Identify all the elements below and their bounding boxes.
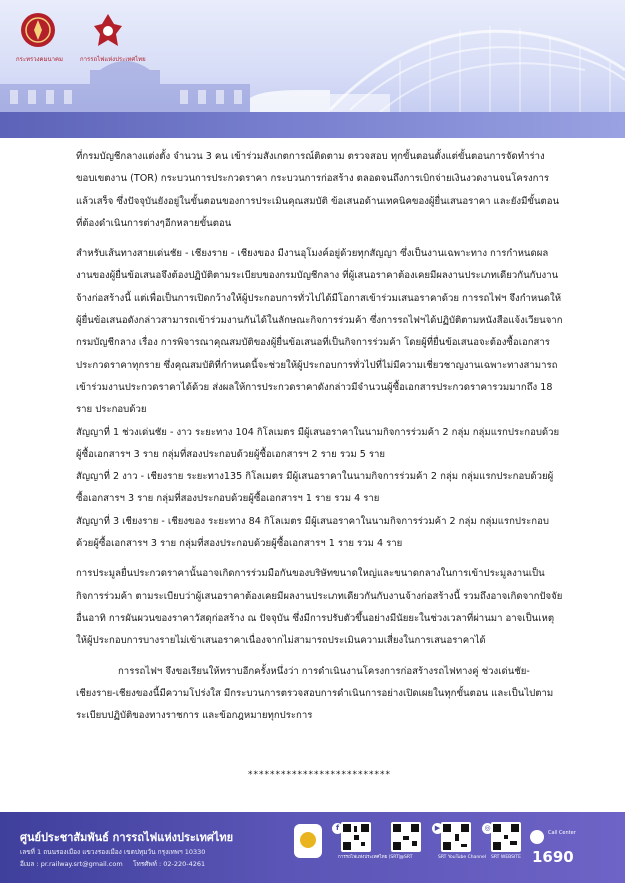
qr-label: การรถไฟแห่งประเทศไทย (SRT) [338, 855, 401, 860]
youtube-icon: ▶ [432, 823, 443, 834]
srt-logo [88, 12, 128, 54]
facebook-icon: f [332, 823, 343, 834]
phone-icon [530, 830, 544, 844]
paragraph-bidding-factors: การประมูลยื่นประกวดราคานั้นอาจเกิดการร่วมมือกันของบริษัทขนาดใหญ่และขนาดกลางในการเข้าประมูลงานเป็นกิจการร่วมค้า ตามระเบียบว่าผู้เสนอราคาต้องเคยมีผลงานประเภทเดียวกันกับงานจ้างก่อสร้างนี้ รวมถึงอาจเกิดจากปัจจัยอื่นอาทิ การผันผวนของราคาวัสดุก่อสร้าง ณ ปัจจุบัน ซึ่งมีการปรับตัวขึ้นอย่างมีนัยยะในช่วงเวลาที่ผ่านมา อาจเป็นเหตุให้ผู้ประกอบการบางรายไม่เข้าเสนอราคาเนื่องจากไม่สามารถประเมินความเสี่ยงในการเสนอราคาได้ [76, 568, 563, 647]
footer-address: เลขที่ 1 ถนนรองเมือง แขวงรองเมือง เขตปทุมวัน กรุงเทพฯ 10330 [20, 848, 206, 856]
qr-youtube[interactable] [434, 822, 487, 861]
paragraph-oversight: ที่กรมบัญชีกลางแต่งตั้ง จำนวน 3 คน เข้าร่วมสังเกตการณ์ติดตาม ตรวจสอบ ทุกขั้นตอนตั้งแต่ขั้นตอนการจัดทำร่างขอบเขตงาน (TOR) กระบวนการประกวดราคา กระบวนการก่อสร้าง ตลอดจนถึงการเบิกจ่ายเงินงวดงานจนโครงการแล้วเสร็จ ซึ่งปัจจุบันยังอยู่ในขั้นตอนของการประเมินคุณสมบัติ ข้อเสนอด้านเทคนิคของผู้ยื่นเสนอราคา และยังมีขั้นตอนที่ต้องดำเนินการต่างๆอีกหลายขั้นตอน [76, 151, 560, 229]
qr-website[interactable] [484, 822, 524, 861]
ministry-caption: กระทรวงคมนาคม [16, 56, 63, 63]
paragraph-conclusion: การรถไฟฯ จึงขอเรียนให้ทราบอีกครั้งหนึ่งว่า การดำเนินงานโครงการก่อสร้างรถไฟทางคู่ ช่วงเด่นชัย-เชียงราย-เชียงของนี้มีความโปร่งใส มีกระบวนการตรวจสอบการดำเนินการอย่างเปิดเผยในทุกขั้นตอน และเป็นไปตามระเบียบปฏิบัติของทางราชการ และข้อกฎหมายทุกประการ [76, 665, 554, 722]
globe-icon: ◎ [482, 823, 493, 834]
footer-title: ศูนย์ประชาสัมพันธ์ การรถไฟแห่งประเทศไทย [20, 831, 234, 844]
qr-facebook[interactable] [335, 822, 401, 861]
qr-code-icon [341, 822, 371, 852]
qr-label: SRT YouTube Channel [438, 855, 487, 860]
footer-email[interactable]: อีเมล : pr.railway.srt@gmail.com [20, 860, 123, 868]
footer [0, 812, 625, 883]
srt-app-icon[interactable] [294, 824, 322, 858]
ministry-logo [20, 12, 56, 54]
qr-label: SRT WEBSITE [491, 855, 521, 860]
qr-code-icon [391, 822, 421, 852]
qr-twitter[interactable] [388, 822, 424, 861]
call-center-number: 1690 [532, 848, 574, 866]
contract-1: สัญญาที่ 1 ช่วงเด่นชัย - งาว ระยะทาง 104 กิโลเมตร มีผู้เสนอราคาในนามกิจการร่วมค้า 2 กลุ่ม กลุ่มแรกประกอบด้วยผู้ซื้อเอกสารฯ 3 ราย กลุ่มที่สองประกอบด้วยผู้ซื้อเอกสารฯ 2 ราย รวม 5 ราย [76, 426, 560, 460]
end-marker: ************************** [248, 770, 391, 780]
footer-phone[interactable]: โทรศัพท์ : 02-220-4261 [133, 860, 206, 868]
qr-code-icon [491, 822, 521, 852]
srt-caption: การรถไฟแห่งประเทศไทย [80, 56, 146, 63]
footer-contact [20, 859, 205, 869]
header-accent-bar [0, 112, 625, 138]
contract-3: สัญญาที่ 3 เชียงราย - เชียงของ ระยะทาง 84 กิโลเมตร มีผู้เสนอราคาในนามกิจการร่วมค้า 2 กลุ่ม กลุ่มแรกประกอบด้วยผู้ซื้อเอกสารฯ 3 ราย กลุ่มที่สองประกอบด้วยผู้ซื้อเอกสารฯ 1 ราย รวม 4 ราย [76, 515, 549, 550]
qr-label: @SRT [399, 855, 413, 860]
call-center-label: Call Center [548, 830, 576, 836]
qr-code-icon [441, 822, 471, 852]
contract-2: สัญญาที่ 2 งาว - เชียงราย ระยะทาง135 กิโลเมตร มีผู้เสนอราคาในนามกิจการร่วมค้า 2 กลุ่ม กลุ่มแรกประกอบด้วยผู้ซื้อเอกสารฯ 3 ราย กลุ่มที่สองประกอบด้วยผู้ซื้อเอกสารฯ 1 ราย รวม 4 ราย [76, 471, 554, 505]
header-banner [0, 0, 625, 138]
press-release-body [76, 146, 563, 727]
paragraph-joint-venture: สำหรับเส้นทางสายเด่นชัย - เชียงราย - เชียงของ มีงานอุโมงค์อยู่ด้วยทุกสัญญา ซึ่งเป็นงานเฉพาะทาง การกำหนดผลงานของผู้ยื่นข้อเสนอจึงต้องปฏิบัติตามระเบียบของกรมบัญชีกลาง ที่ผู้เสนอราคาต้องเคยมีผลงานประเภทเดียวกันกับงานจ้างก่อสร้างนี้ แต่เพื่อเป็นการเปิดกว้างให้ผู้ประกอบการทั่วไปได้มีโอกาสเข้าร่วมเสนอราคาด้วย การรถไฟฯ จึงกำหนดให้ผู้ยื่นข้อเสนอดังกล่าวสามารถเข้าร่วมงานกันได้ในลักษณะกิจการร่วมค้า ซึ่งการรถไฟฯได้ปฏิบัติตามหนังสือแจ้งเวียนจากกรมบัญชีกลาง เรื่อง การพิจารณาคุณสมบัติของผู้ยื่นข้อเสนอที่เป็นกิจการร่วมค้า โดยผู้ที่ยื่นข้อเสนอจะต้องซื้อเอกสารประกวดราคาทุกราย ซึ่งคุณสมบัติที่กำหนดนี้จะช่วยให้ผู้ประกอบการทั่วไปที่ไม่มีความเชี่ยวชาญงานเฉพาะทางสามารถเข้าร่วมงานประกวดราคาได้ด้วย ส่งผลให้การประกวดราคาดังกล่าวมีจำนวนผู้ซื้อเอกสารประกวดราคารวมมากถึง 18 ราย ประกอบด้วย [76, 248, 563, 416]
